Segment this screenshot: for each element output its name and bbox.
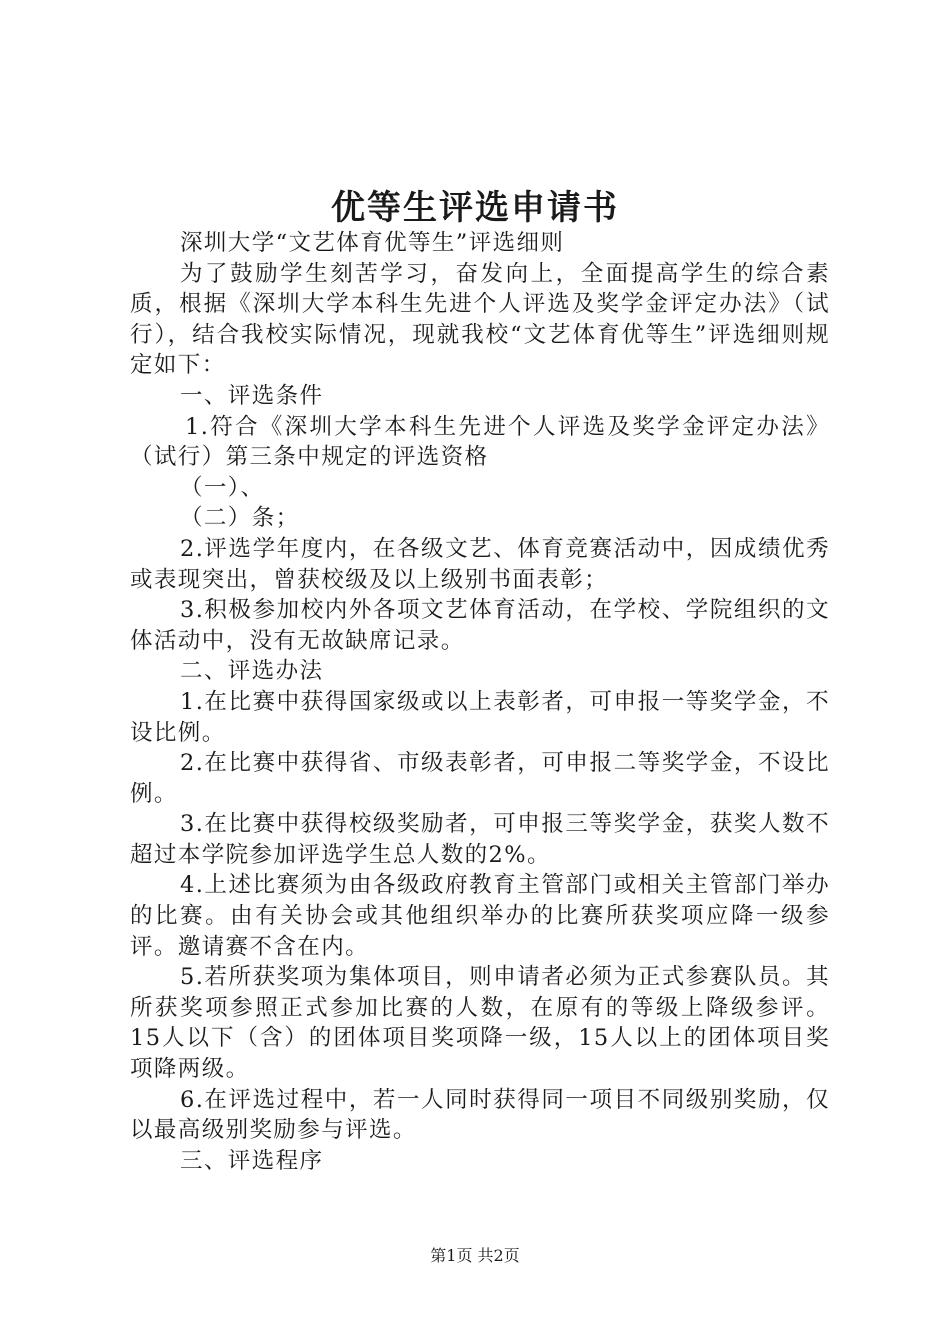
section-heading-procedure: 三、评选程序 (180, 1147, 324, 1174)
intro-paragraph: 为了鼓励学生刻苦学习，奋发向上，全面提高学生的综合素质，根据《深圳大学本科生先进个人评选及奖学金评定办法》（试行），结合我校实际情况，现就我校“文艺体育优等生”评选细则规定如下： (130, 260, 830, 379)
document-title: 优等生评选申请书 (331, 188, 619, 228)
methods-item-2: 2.在比赛中获得省、市级表彰者，可申报二等奖学金，不设比例。 (130, 750, 830, 807)
document-body (130, 228, 830, 1176)
methods-item-6: 6.在评选过程中，若一人同时获得同一项目不同级别奖励，仅以最高级别奖励参与评选。 (130, 1086, 830, 1144)
criteria-item-1-clause-b: （二）条； (180, 505, 300, 532)
criteria-item-1: 1.符合《深圳大学本科生先进个人评选及奖学金评定办法》（试行）第三条中规定的评选资格 (130, 413, 830, 471)
methods-item-3: 3.在比赛中获得校级奖励者，可申报三等奖学金，获奖人数不超过本学院参加评选学生总人数的2%。 (130, 811, 830, 868)
criteria-item-1-clause-a: （一）、 (180, 474, 265, 501)
criteria-item-3: 3.积极参加校内外各项文艺体育活动，在学校、学院组织的文体活动中，没有无故缺席记录。 (130, 597, 830, 654)
page-number: 第1页 共2页 (430, 1246, 520, 1265)
criteria-item-2: 2.评选学年度内，在各级文艺、体育竞赛活动中，因成绩优秀或表现突出，曾获校级及以上级别书面表彰； (130, 535, 830, 593)
rules-heading: 深圳大学“文艺体育优等生”评选细则 (180, 230, 565, 256)
section-heading-methods: 二、评选办法 (180, 658, 324, 685)
methods-item-4: 4.上述比赛须为由各级政府教育主管部门或相关主管部门举办的比赛。由有关协会或其他组织举办的比赛所获奖项应降一级参评。邀请赛不含在内。 (130, 872, 830, 960)
section-heading-criteria: 一、评选条件 (180, 382, 324, 409)
methods-item-1: 1.在比赛中获得国家级或以上表彰者，可申报一等奖学金，不设比例。 (130, 688, 830, 746)
methods-item-5: 5.若所获奖项为集体项目，则申请者必须为正式参赛队员。其所获奖项参照正式参加比赛的人数，在原有的等级上降级参评。15人以下（含）的团体项目奖项降一级，15人以上的团体项目奖项降两级。 (130, 964, 830, 1083)
